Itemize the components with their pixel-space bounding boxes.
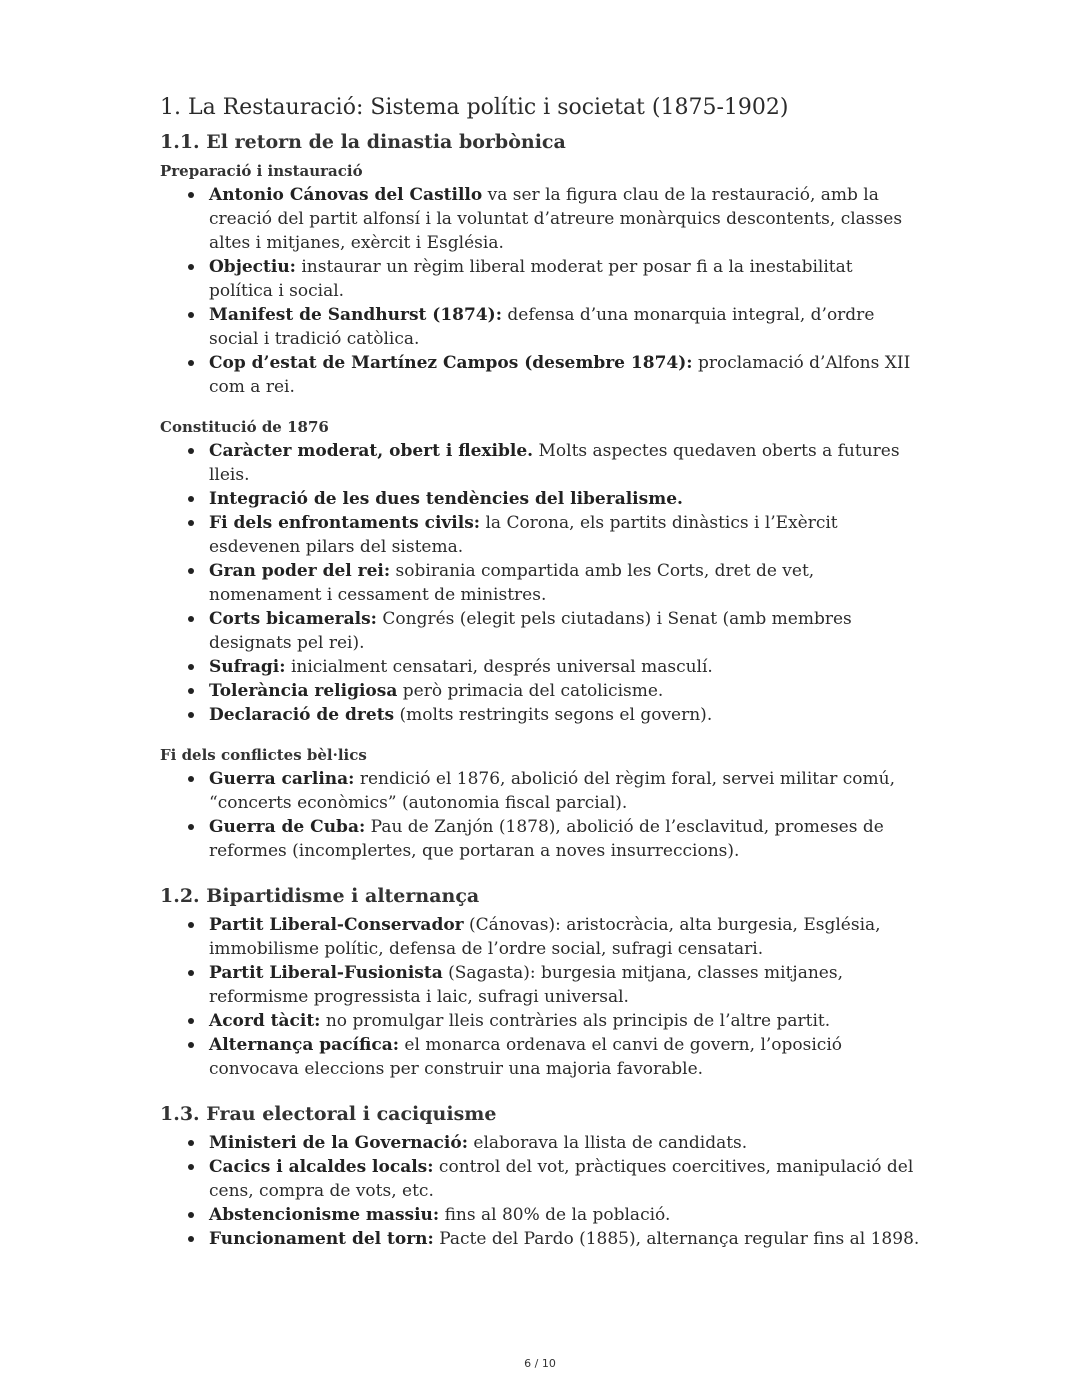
list-item: Guerra de Cuba: Pau de Zanjón (1878), abolició de l’esclavitud, promeses de reformes (incomplertes, que portaran a noves insurreccions). <box>209 815 920 863</box>
list-item: Cacics i alcaldes locals: control del vot, pràctiques coercitives, manipulació del cens, compra de vots, etc. <box>209 1155 920 1203</box>
bullet-list <box>160 913 920 1081</box>
list-item: Integració de les dues tendències del liberalisme. <box>209 487 920 511</box>
list-item: Corts bicamerals: Congrés (elegit pels ciutadans) i Senat (amb membres designats pel rei). <box>209 607 920 655</box>
list-item: Partit Liberal-Fusionista (Sagasta): burgesia mitjana, classes mitjanes, reformisme progressista i laic, sufragi universal. <box>209 961 920 1009</box>
list-item: Caràcter moderat, obert i flexible. Molts aspectes quedaven oberts a futures lleis. <box>209 439 920 487</box>
section-heading: 1.1. El retorn de la dinastia borbònica <box>160 131 566 153</box>
subsection-heading: Constitució de 1876 <box>160 418 329 436</box>
list-item: Partit Liberal-Conservador (Cánovas): aristocràcia, alta burgesia, Església, immobilisme polític, defensa de l’ordre social, sufragi censatari. <box>209 913 920 961</box>
section-heading: 1.2. Bipartidisme i alternança <box>160 885 480 907</box>
list-item: Abstencionisme massiu: fins al 80% de la població. <box>209 1203 920 1227</box>
list-item: Cop d’estat de Martínez Campos (desembre 1874): proclamació d’Alfons XII com a rei. <box>209 351 920 399</box>
bullet-list <box>160 183 920 399</box>
subsection-heading: Preparació i instauració <box>160 162 363 180</box>
list-item: Antonio Cánovas del Castillo va ser la figura clau de la restauració, amb la creació del partit alfonsí i la voluntat d’atreure monàrquics descontents, classes altes i mitjanes, exèrcit i Església. <box>209 183 920 255</box>
page-title: 1. La Restauració: Sistema polític i societat (1875-1902) <box>160 95 789 120</box>
bullet-list <box>160 1131 920 1251</box>
list-item: Tolerància religiosa però primacia del catolicisme. <box>209 679 920 703</box>
list-item: Ministeri de la Governació: elaborava la llista de candidats. <box>209 1131 920 1155</box>
list-item: Manifest de Sandhurst (1874): defensa d’una monarquia integral, d’ordre social i tradició catòlica. <box>209 303 920 351</box>
section-heading: 1.3. Frau electoral i caciquisme <box>160 1103 497 1125</box>
list-item: Sufragi: inicialment censatari, després universal masculí. <box>209 655 920 679</box>
page-number: 6 / 10 <box>524 1357 556 1370</box>
bullet-list <box>160 767 920 863</box>
list-item: Guerra carlina: rendició el 1876, abolició del règim foral, servei militar comú, “concerts econòmics” (autonomia fiscal parcial). <box>209 767 920 815</box>
list-item: Objectiu: instaurar un règim liberal moderat per posar fi a la inestabilitat política i social. <box>209 255 920 303</box>
list-item: Declaració de drets (molts restringits segons el govern). <box>209 703 920 727</box>
list-item: Fi dels enfrontaments civils: la Corona, els partits dinàstics i l’Exèrcit esdevenen pilars del sistema. <box>209 511 920 559</box>
bullet-list <box>160 439 920 727</box>
list-item: Acord tàcit: no promulgar lleis contràries als principis de l’altre partit. <box>209 1009 920 1033</box>
list-item: Gran poder del rei: sobirania compartida amb les Corts, dret de vet, nomenament i cessament de ministres. <box>209 559 920 607</box>
list-item: Funcionament del torn: Pacte del Pardo (1885), alternança regular fins al 1898. <box>209 1229 920 1249</box>
list-item: Alternança pacífica: el monarca ordenava el canvi de govern, l’oposició convocava eleccions per construir una majoria favorable. <box>209 1033 920 1081</box>
subsection-heading: Fi dels conflictes bèl·lics <box>160 746 367 764</box>
